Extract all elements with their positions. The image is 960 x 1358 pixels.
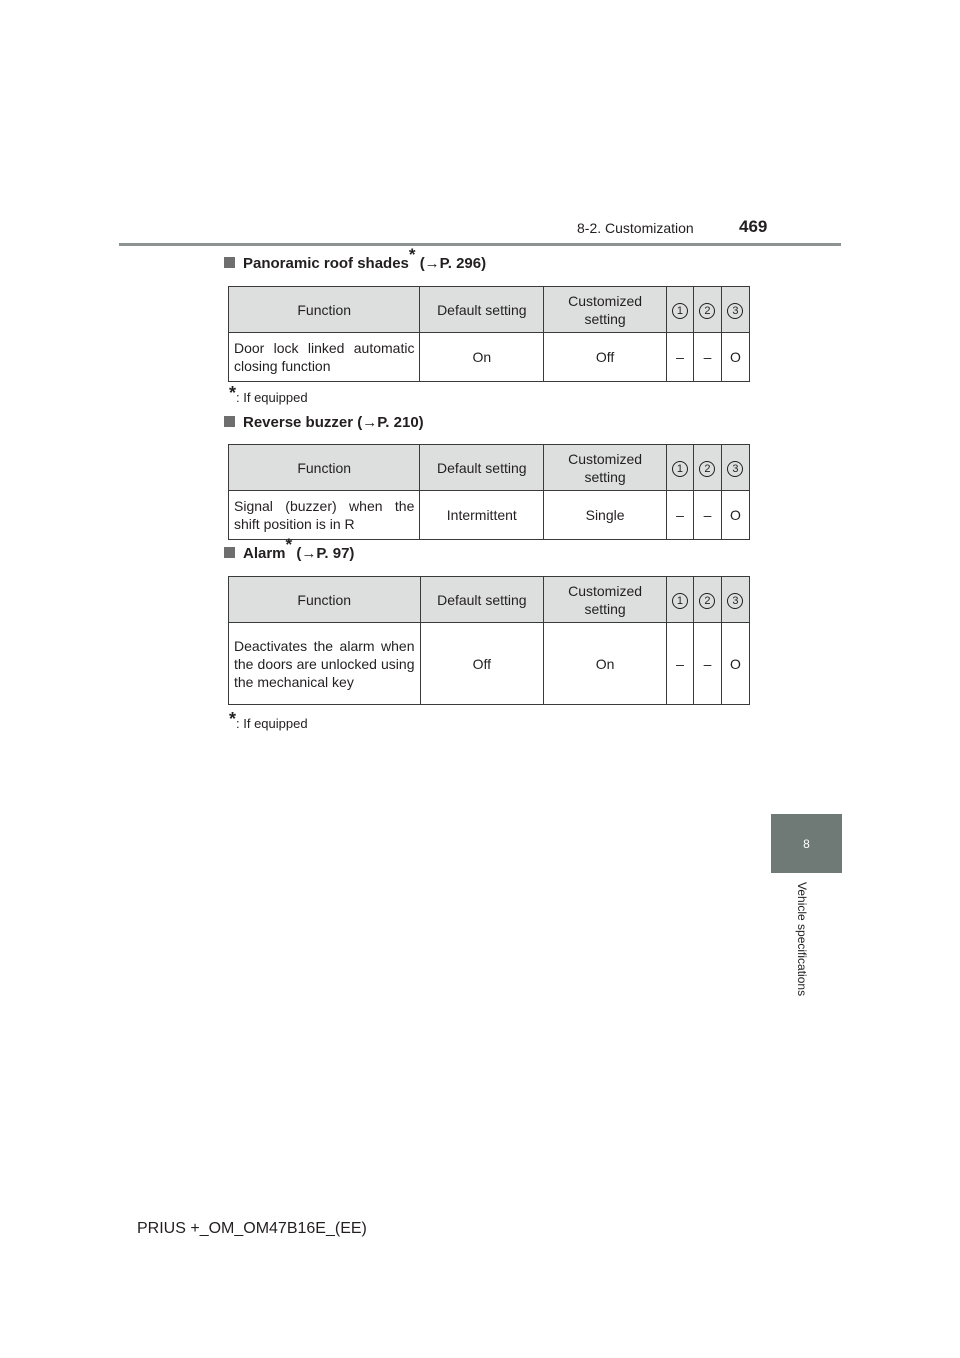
circled-1-icon: 1 bbox=[672, 303, 688, 319]
cell-function: Signal (buzzer) when the shift position is in R bbox=[229, 491, 420, 540]
cell-default: Off bbox=[420, 623, 544, 705]
bullet-square-icon bbox=[224, 416, 235, 427]
col-default: Default setting bbox=[420, 577, 544, 623]
heading-reverse-buzzer: Reverse buzzer (→P. 210) bbox=[224, 414, 424, 431]
col-method-3 bbox=[721, 445, 749, 491]
table-header-row bbox=[229, 445, 750, 491]
col-method-1 bbox=[666, 577, 693, 623]
page-number: 469 bbox=[739, 217, 768, 236]
cell-customized: On bbox=[544, 623, 667, 705]
col-method-2 bbox=[693, 445, 721, 491]
footnote-star: * bbox=[408, 245, 416, 264]
cell-default: On bbox=[420, 333, 544, 382]
cell-method-3: O bbox=[721, 491, 749, 540]
cell-method-1: – bbox=[666, 623, 693, 705]
col-function: Function bbox=[229, 577, 421, 623]
section-title: 8-2. Customization bbox=[577, 220, 694, 236]
chapter-number: 8 bbox=[803, 836, 810, 851]
col-method-2 bbox=[693, 287, 721, 333]
header-divider bbox=[119, 243, 841, 246]
circled-3-icon: 3 bbox=[727, 461, 743, 477]
col-customized: Customized setting bbox=[544, 287, 667, 333]
heading-panoramic-roof-shades: Panoramic roof shades* (→P. 296) bbox=[224, 255, 486, 272]
cell-method-3: O bbox=[721, 623, 749, 705]
page-reference[interactable]: (→P. 210) bbox=[357, 414, 424, 431]
cell-method-2: – bbox=[693, 623, 721, 705]
circled-2-icon: 2 bbox=[699, 593, 715, 609]
col-default: Default setting bbox=[420, 445, 544, 491]
cell-customized: Off bbox=[544, 333, 667, 382]
table-row bbox=[229, 491, 750, 540]
chapter-tab[interactable] bbox=[771, 814, 842, 873]
customization-table-reverse-buzzer bbox=[228, 444, 750, 540]
footnote-star: * bbox=[229, 709, 237, 729]
customization-table-alarm bbox=[228, 576, 750, 705]
heading-alarm: Alarm* (→P. 97) bbox=[224, 545, 354, 562]
col-customized: Customized setting bbox=[544, 577, 667, 623]
footnote-star: * bbox=[229, 383, 237, 403]
cell-function: Deactivates the alarm when the doors are unlocked using the mechanical key bbox=[229, 623, 421, 705]
col-method-2 bbox=[693, 577, 721, 623]
col-customized: Customized setting bbox=[544, 445, 667, 491]
col-method-3 bbox=[721, 287, 749, 333]
circled-1-icon: 1 bbox=[672, 593, 688, 609]
circled-1-icon: 1 bbox=[672, 461, 688, 477]
footnote: *: If equipped bbox=[229, 709, 308, 731]
col-function: Function bbox=[229, 287, 420, 333]
table-header-row bbox=[229, 577, 750, 623]
table-header-row bbox=[229, 287, 750, 333]
table-row bbox=[229, 623, 750, 705]
cell-method-1: – bbox=[666, 491, 693, 540]
table-row bbox=[229, 333, 750, 382]
page-reference[interactable]: (→P. 296) bbox=[419, 255, 487, 272]
chapter-tab-label: Vehicle specifications bbox=[795, 882, 809, 997]
cell-method-2: – bbox=[693, 491, 721, 540]
col-function: Function bbox=[229, 445, 420, 491]
cell-customized: Single bbox=[544, 491, 667, 540]
bullet-square-icon bbox=[224, 547, 235, 558]
cell-method-1: – bbox=[666, 333, 693, 382]
page-reference[interactable]: (→P. 97) bbox=[296, 545, 355, 562]
cell-method-2: – bbox=[693, 333, 721, 382]
col-method-1 bbox=[666, 445, 693, 491]
circled-2-icon: 2 bbox=[699, 303, 715, 319]
col-method-3 bbox=[721, 577, 749, 623]
cell-default: Intermittent bbox=[420, 491, 544, 540]
circled-2-icon: 2 bbox=[699, 461, 715, 477]
customization-table-panoramic-roof bbox=[228, 286, 750, 382]
cell-method-3: O bbox=[721, 333, 749, 382]
cell-function: Door lock linked automatic closing function bbox=[229, 333, 420, 382]
col-method-1 bbox=[666, 287, 693, 333]
circled-3-icon: 3 bbox=[727, 303, 743, 319]
footnote-star: * bbox=[285, 535, 293, 554]
circled-3-icon: 3 bbox=[727, 593, 743, 609]
document-footer: PRIUS +_OM_OM47B16E_(EE) bbox=[137, 1220, 367, 1237]
bullet-square-icon bbox=[224, 257, 235, 268]
col-default: Default setting bbox=[420, 287, 544, 333]
footnote: *: If equipped bbox=[229, 383, 308, 405]
